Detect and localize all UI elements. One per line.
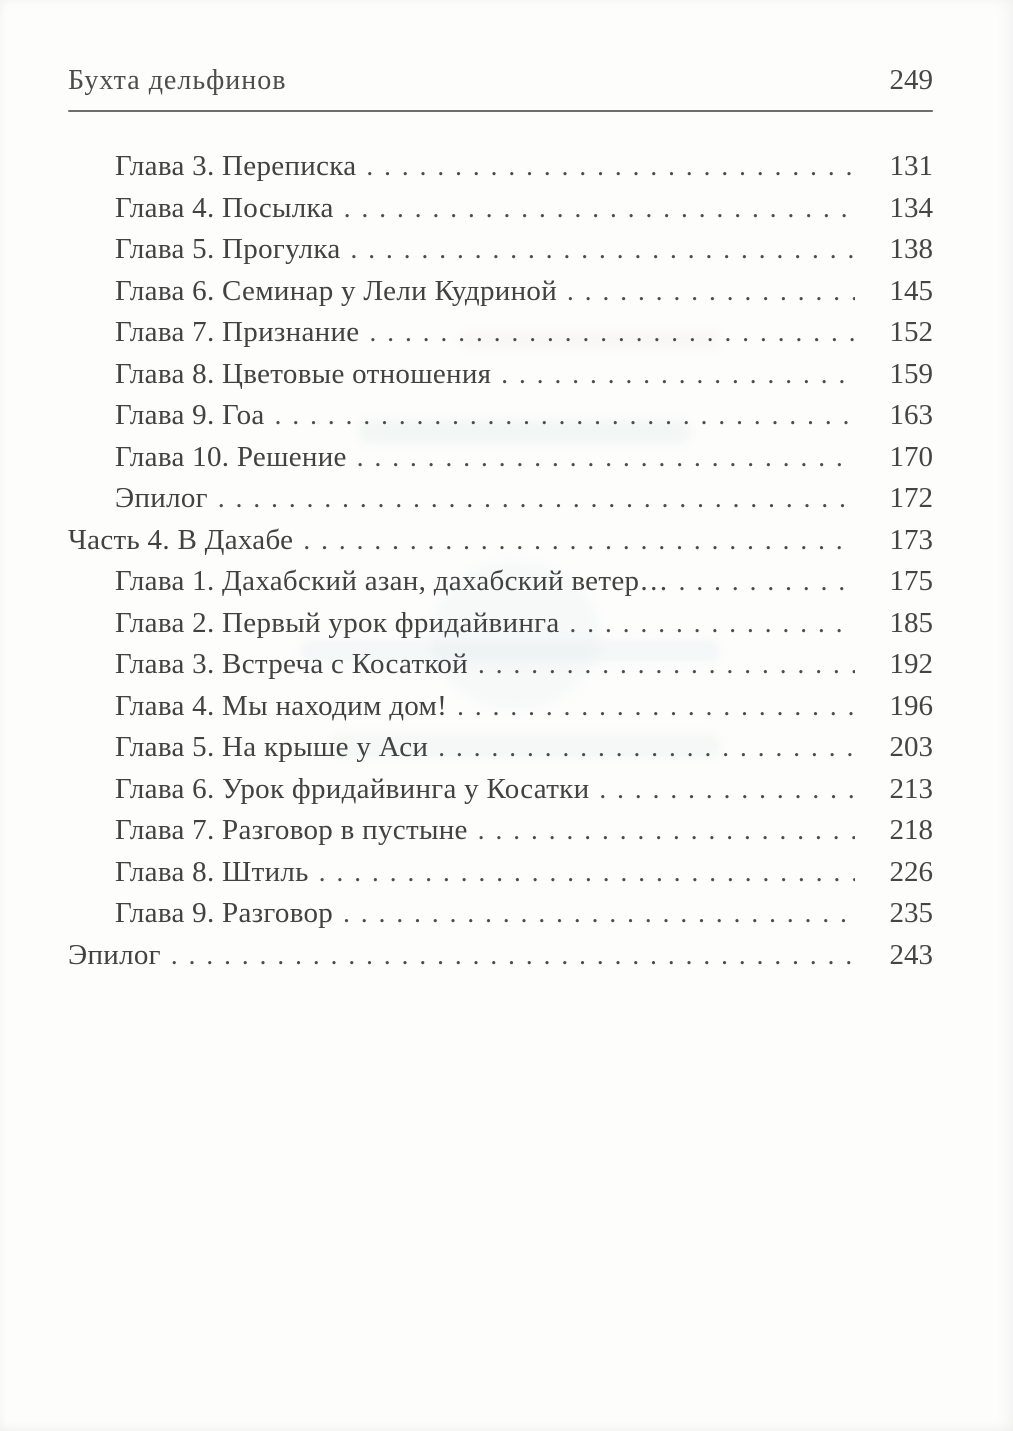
- toc-entry-page: 175: [889, 565, 933, 597]
- toc-entry: [68, 897, 933, 939]
- toc-leader-dots: [218, 483, 855, 514]
- toc-entry: [68, 939, 933, 981]
- toc-entry-title: Глава 10. Решение: [115, 440, 347, 473]
- header-rule: [68, 110, 933, 112]
- toc-entry-title: Эпилог: [115, 482, 208, 514]
- toc-leader-dots: [275, 400, 855, 431]
- page-content: [68, 64, 933, 980]
- toc-entry-page: 213: [889, 772, 933, 805]
- toc-entry-page: 243: [889, 938, 933, 971]
- toc-entry: [68, 399, 933, 441]
- toc-leader-dots: [570, 608, 855, 639]
- toc-leader-dots: [438, 732, 855, 763]
- toc-leader-dots: [351, 234, 855, 265]
- toc-leader-dots: [501, 359, 855, 390]
- toc-entry-title: Глава 4. Посылка: [115, 191, 334, 224]
- toc-entry: [68, 690, 933, 732]
- toc-entry: [68, 482, 933, 524]
- toc-entry: [68, 607, 933, 649]
- toc-entry-page: 170: [889, 440, 933, 473]
- toc-leader-dots: [303, 525, 855, 556]
- toc-entry: [68, 524, 933, 566]
- toc-leader-dots: [357, 442, 855, 473]
- toc-entry-page: 203: [889, 731, 933, 763]
- toc-entry: [68, 814, 933, 856]
- toc-entry-title: Глава 8. Штиль: [115, 855, 309, 888]
- toc-leader-dots: [478, 815, 855, 846]
- toc-leader-dots: [171, 940, 855, 971]
- toc-entry-page: 173: [889, 523, 933, 556]
- toc-entry-page: 152: [889, 316, 933, 348]
- toc-entry: [68, 648, 933, 690]
- toc-entry-title: Глава 4. Мы находим дом!: [115, 689, 448, 722]
- toc-entry-title: Глава 7. Разговор в пустыне: [115, 814, 468, 846]
- toc-leader-dots: [319, 857, 855, 888]
- toc-entry-page: 196: [889, 689, 933, 722]
- toc-leader-dots: [679, 566, 855, 597]
- toc-entry: [68, 856, 933, 898]
- toc-entry: [68, 358, 933, 400]
- toc-entry-page: 172: [889, 482, 933, 514]
- toc-entry: [68, 565, 933, 607]
- toc-entry-title: Глава 6. Урок фридайвинга у Косатки: [115, 772, 590, 805]
- toc-entry: [68, 192, 933, 234]
- toc-leader-dots: [343, 898, 855, 929]
- toc-entry-page: 226: [889, 855, 933, 888]
- toc-leader-dots: [366, 151, 855, 182]
- toc-leader-dots: [478, 649, 855, 680]
- toc-entry-title: Глава 8. Цветовые отношения: [115, 357, 492, 390]
- toc-leader-dots: [567, 276, 855, 307]
- toc-entry-title: Глава 5. Прогулка: [115, 233, 341, 265]
- toc-entry-title: Глава 3. Встреча с Косаткой: [115, 648, 468, 680]
- page-header: [68, 64, 933, 97]
- toc-entry-title: Глава 3. Переписка: [115, 150, 357, 182]
- toc-entry-page: 185: [889, 606, 933, 639]
- toc-entry-title: Часть 4. В Дахабе: [68, 523, 294, 556]
- toc-entry-page: 163: [889, 399, 933, 431]
- toc-entry-title: Глава 9. Гоа: [115, 399, 265, 431]
- page-number: 249: [889, 64, 933, 96]
- toc-entry-title: Глава 7. Признание: [115, 316, 360, 348]
- toc-list: [68, 150, 933, 980]
- toc-leader-dots: [457, 691, 855, 722]
- toc-entry-title: Глава 2. Первый урок фридайвинга: [115, 606, 560, 639]
- toc-entry: [68, 150, 933, 192]
- toc-entry: [68, 275, 933, 317]
- toc-entry: [68, 441, 933, 483]
- toc-entry-page: 145: [889, 274, 933, 307]
- toc-entry-page: 131: [889, 150, 933, 182]
- toc-leader-dots: [369, 317, 855, 348]
- toc-entry-page: 218: [889, 814, 933, 846]
- toc-entry: [68, 773, 933, 815]
- toc-leader-dots: [344, 193, 855, 224]
- toc-entry-page: 134: [889, 191, 933, 224]
- toc-entry-title: Глава 6. Семинар у Лели Кудриной: [115, 274, 558, 307]
- toc-leader-dots: [599, 774, 855, 805]
- toc-entry-title: Глава 5. На крыше у Аси: [115, 731, 429, 763]
- toc-entry-title: Глава 9. Разговор: [115, 897, 334, 929]
- toc-entry-title: Глава 1. Дахабский азан, дахабский ветер…: [115, 565, 669, 597]
- toc-entry-page: 138: [889, 233, 933, 265]
- toc-entry: [68, 233, 933, 275]
- running-title: Бухта дельфинов: [68, 65, 287, 96]
- toc-entry-page: 159: [889, 357, 933, 390]
- toc-entry: [68, 316, 933, 358]
- toc-entry-title: Эпилог: [68, 938, 161, 971]
- toc-entry: [68, 731, 933, 773]
- toc-entry-page: 235: [889, 897, 933, 929]
- toc-entry-page: 192: [889, 648, 933, 680]
